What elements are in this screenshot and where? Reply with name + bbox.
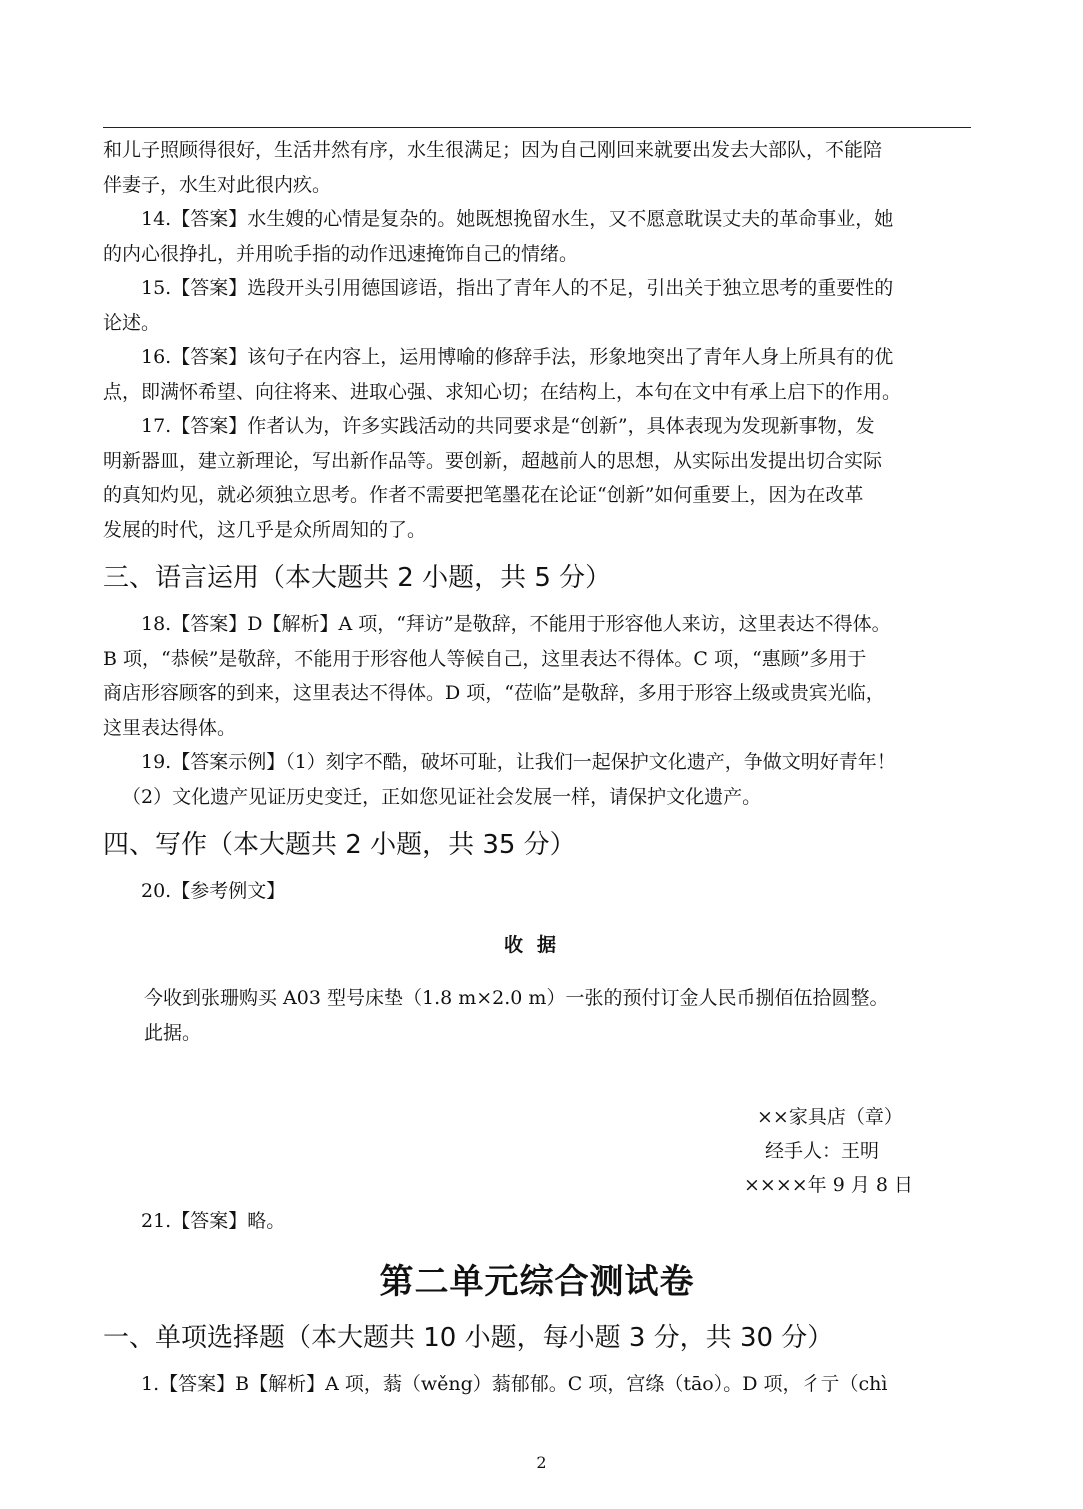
answer-1-line1: 1.【答案】B【解析】A 项，蓊（wěng）蓊郁郁。C 项，宫绦（tāo）。D 项，彳亍（chì: [141, 1372, 888, 1395]
section-heading-1: 一、单项选择题（本大题共 10 小题，每小题 3 分，共 30 分）: [103, 1322, 834, 1353]
answer-17-line1: 17.【答案】作者认为，许多实践活动的共同要求是“创新”，具体表现为发现新事物，发: [141, 415, 875, 437]
answer-18-line2: B 项，“恭候”是敬辞，不能用于形容他人等候自己，这里表达不得体。C 项，“惠顾”多用于: [103, 647, 867, 670]
answer-14-line2: 的内心很挣扎，并用吮手指的动作迅速掩饰自己的情绪。: [103, 242, 579, 265]
answer-18-line1: 18.【答案】D【解析】A 项，“拜访”是敬辞，不能用于形容他人来访，这里表达不得体。: [141, 613, 891, 635]
answer-18-line4: 这里表达得体。: [103, 716, 237, 739]
answer-16-line1: 16.【答案】该句子在内容上，运用博喻的修辞手法，形象地突出了青年人身上所具有的优: [141, 346, 894, 368]
receipt-signature: [103, 1100, 971, 1204]
answer-20-label: 20.【参考例文】: [141, 880, 286, 902]
receipt-text: 今收到张珊购买 A03 型号床垫（1.8 m×2.0 m）一张的预付订金人民币捌佰伍拾圆整。: [144, 987, 889, 1009]
section-heading-4: 四、写作（本大题共 2 小题，共 35 分）: [103, 830, 576, 860]
answer-19-line2: （2）文化遗产见证历史变迁，正如您见证社会发展一样，请保护文化遗产。: [122, 785, 762, 808]
page-number: 2: [536, 1453, 547, 1472]
answer-16-line2: 点，即满怀希望、向往将来、进取心强、求知心切；在结构上，本句在文中有承上启下的作用。: [103, 380, 902, 403]
answer-15-line1: 15.【答案】选段开头引用德国谚语，指出了青年人的不足，引出关于独立思考的重要性的: [141, 277, 894, 299]
answer-14-line1: 14.【答案】水生嫂的心情是复杂的。她既想挽留水生，又不愿意耽误丈夫的革命事业，她: [141, 208, 894, 230]
unit-title: 第二单元综合测试卷: [379, 1261, 695, 1302]
page-content: [103, 133, 971, 1401]
answer-17-line2: 明新器皿，建立新理论，写出新作品等。要创新，超越前人的思想，从实际出发提出切合实际: [103, 449, 883, 472]
answer-18-line3: 商店形容顾客的到来，这里表达不得体。D 项，“莅临”是敬辞，多用于形容上级或贵宾光临，: [103, 682, 885, 704]
signature-handler: 经手人：王明: [765, 1140, 880, 1162]
answer-21: 21.【答案】略。: [141, 1210, 286, 1232]
answer-17-line4: 发展的时代，这几乎是众所周知的了。: [103, 518, 427, 541]
answer-17-line3: 的真知灼见，就必须独立思考。作者不需要把笔墨花在论证“创新”如何重要上，因为在改革: [103, 484, 864, 506]
receipt-title: 收据: [503, 933, 570, 956]
section-heading-3: 三、语言运用（本大题共 2 小题，共 5 分）: [103, 563, 612, 593]
text-line: 和儿子照顾得很好，生活井然有序，水生很满足；因为自己刚回来就要出发去大部队，不能陪: [103, 139, 883, 161]
answer-15-line2: 论述。: [103, 311, 161, 334]
answer-19-line1: 19.【答案示例】（1）刻字不酷，破坏可耻，让我们一起保护文化遗产，争做文明好青年！: [141, 751, 896, 773]
top-rule: [103, 127, 971, 128]
signature-store: ××家具店（章）: [757, 1106, 903, 1128]
receipt-closing: 此据。: [144, 1021, 202, 1044]
text-line: 伴妻子，水生对此很内疚。: [103, 173, 332, 196]
signature-date: ××××年 9 月 8 日: [744, 1174, 914, 1196]
receipt-body: [103, 981, 971, 1050]
